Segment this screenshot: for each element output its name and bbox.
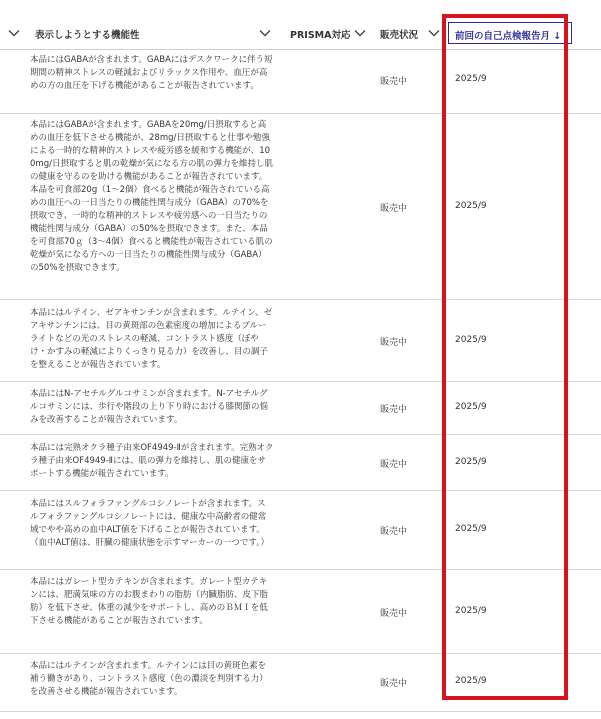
sales-status: 販売中 xyxy=(380,460,408,470)
report-month: 2025/9 xyxy=(455,335,487,345)
function-description: 本品にはGABAが含まれます。GABAを20mg/日摂取すると高めの血圧を低下させる機能が、28mg/日摂取すると仕事や勉強による一時的な精神的ストレスや疲労感を緩和する機能が、100mg/日摂取すると肌の乾燥が気になる方の肌の弾力を維持し肌の健康を守るのを助ける機能があることが報告されています。本品を可食部20g（1〜2個）食べると機能が報告されている高めの血圧への一日当たりの機能性関与成分（GABA）の70%を摂取でき、一時的な精神的ストレスや疲労感への一日当たりの機能性関与成分（GABA）の50%を摂取できます。また、本品を可食部70ｇ（3〜4個）食べると機能性が報告されている肌の乾燥が気になる方への一日当たりの機能性関与成分（GABA）の50%を摂取できます。 xyxy=(30,120,273,273)
table-row[interactable] xyxy=(0,300,601,382)
sales-status: 販売中 xyxy=(380,338,408,348)
report-month: 2025/9 xyxy=(455,606,487,616)
chevron-down-icon[interactable] xyxy=(258,26,272,40)
column-header-status[interactable]: 販売状況 xyxy=(380,30,419,41)
report-month: 2025/9 xyxy=(455,524,487,534)
function-description: 本品には完熟オクラ種子由来OF4949-Ⅱが含まれます。完熟オクラ種子由来OF4949-Ⅱには、肌の弾力を維持し、肌の健康をサポートする機能が報告されています。 xyxy=(30,443,274,479)
function-description: 本品にはルテイン、ゼアキサンチンが含まれます。ルテイン、ゼアキサンチンには、目の黄斑部の色素密度の増加によるブルーライトなどの光のストレスの軽減、コントラスト感度（ぼやけ・かすみの軽減によりくっきり見る力）を改善し、目の調子を整えることが報告されています。 xyxy=(30,308,273,370)
table-row[interactable] xyxy=(0,491,601,570)
chevron-down-icon[interactable] xyxy=(353,26,367,40)
sales-status: 販売中 xyxy=(380,679,408,689)
function-description: 本品にはN-アセチルグルコサミンが含まれます。N-アセチルグルコサミンには、歩行や階段の上り下り時における膝関節の悩みを改善することが報告されています。 xyxy=(30,389,269,425)
table-row[interactable] xyxy=(0,435,601,491)
table-body xyxy=(0,50,601,712)
sales-status: 販売中 xyxy=(380,609,408,619)
report-month: 2025/9 xyxy=(455,201,487,211)
table-row[interactable] xyxy=(0,654,601,712)
function-description: 本品にはスルフォラファングルコシノレートが含まれます。スルフォラファングルコシノレートには、健康な中高齢者の健常域でやや高めの血中ALT値を下げることが報告されています。（血中ALT値は、肝臓の健康状態を示すマーカーの一つです。） xyxy=(30,499,269,548)
table-row[interactable] xyxy=(0,114,601,300)
column-header-function[interactable]: 表示しようとする機能性 xyxy=(35,30,140,41)
report-month: 2025/9 xyxy=(455,676,487,686)
table-header xyxy=(0,17,601,50)
function-description: 本品にはガレート型カテキンが含まれます。ガレート型カテキンには、肥満気味の方のお腹まわりの脂肪（内臓脂肪、皮下脂肪）を低下させ、体重の減少をサポートし、高めのＢＭＩを低下させる機能があることが報告されています。 xyxy=(30,577,269,626)
sales-status: 販売中 xyxy=(380,77,408,87)
sales-status: 販売中 xyxy=(380,204,408,214)
sales-status: 販売中 xyxy=(380,405,408,415)
table-row[interactable] xyxy=(0,50,601,114)
column-header-report-month: 前回の自己点検報告月 ↓ xyxy=(455,31,562,42)
column-header-report-month-sorted[interactable] xyxy=(448,22,572,44)
sales-status: 販売中 xyxy=(380,527,408,537)
report-month: 2025/9 xyxy=(455,457,487,467)
chevron-down-icon[interactable] xyxy=(7,26,21,40)
report-month: 2025/9 xyxy=(455,402,487,412)
column-header-prisma[interactable]: PRISMA対応 xyxy=(290,30,351,41)
report-month: 2025/9 xyxy=(455,74,487,84)
function-description: 本品にはGABAが含まれます。GABAにはデスクワークに伴う短期間の精神ストレスの軽減およびリラックス作用や、血圧が高めの方の血圧を下げる機能があることが報告されています。 xyxy=(30,55,273,91)
chevron-down-icon[interactable] xyxy=(427,26,441,40)
table-row[interactable] xyxy=(0,382,601,435)
table-row[interactable] xyxy=(0,570,601,654)
function-description: 本品にはルテインが含まれます。ルテインには目の黄斑色素を補う働きがあり、コントラスト感度（色の濃淡を判別する力）を改善させる機能が報告されています。 xyxy=(30,661,268,697)
